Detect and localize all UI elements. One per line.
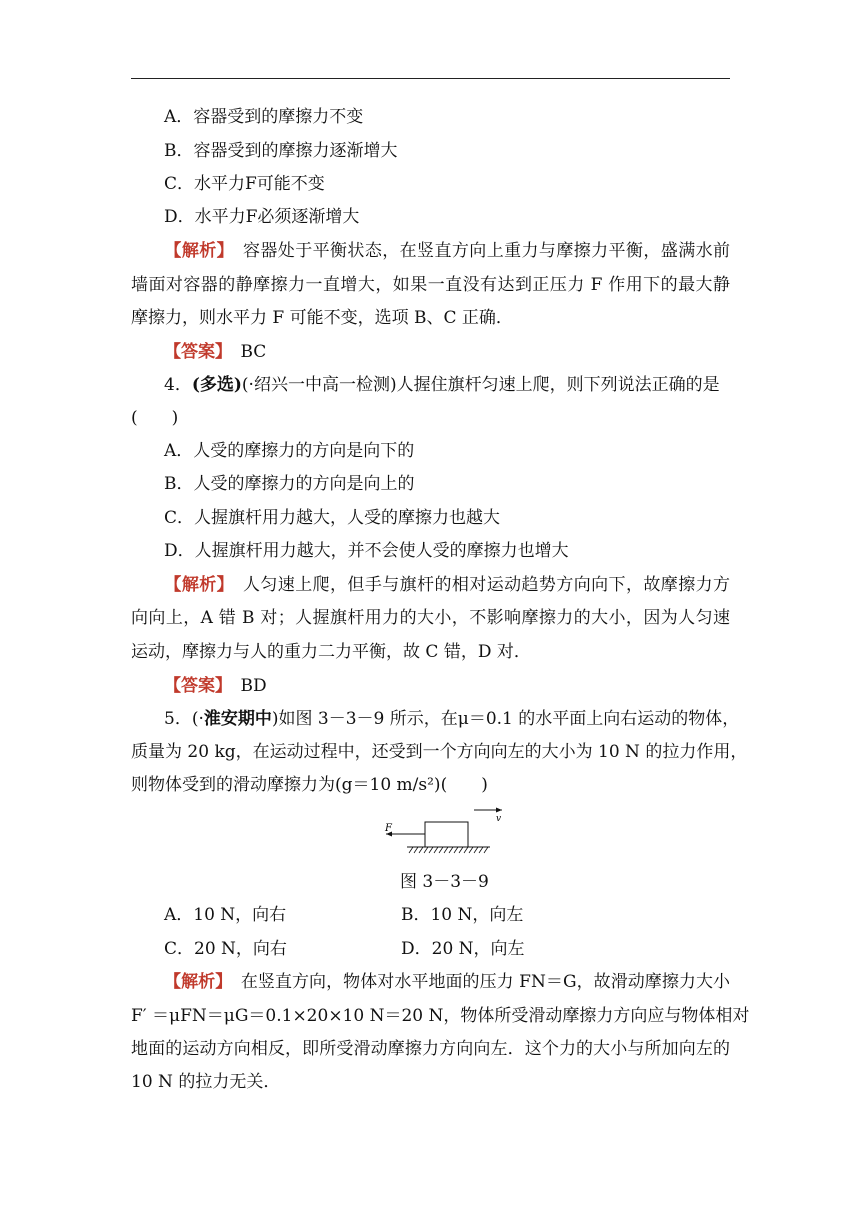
q3-analysis-line-1: 【解析】 容器处于平衡状态，在竖直方向上重力与摩擦力平衡，盛满水前 [164,241,731,261]
q5-option-b: B．10 N，向左 [401,905,524,925]
figure-caption: 图 3－3－9 [400,872,489,892]
q5-analysis-line-2: F′ ＝μFN＝μG＝0.1×20×10 N＝20 N，物体所受滑动摩擦力方向应与物体相对 [131,1006,750,1026]
q4-type: (多选) [191,375,242,395]
q4-option-b: B．人受的摩擦力的方向是向上的 [164,474,415,494]
answer-tag: 【答案】 [164,342,224,362]
q5-figure [376,804,502,860]
q3-answer [164,341,266,363]
answer-value: BC [240,342,267,362]
q5-option-d: D．20 N，向左 [401,939,525,959]
q3-option-c: C．水平力F可能不变 [164,174,325,194]
q4-source: (·绍兴一中高一检测) [241,375,397,395]
analysis-tag: 【解析】 [164,575,226,595]
q5-option-c: C．20 N，向右 [164,939,287,959]
q4-option-a: A．人受的摩擦力的方向是向下的 [164,441,415,461]
analysis-tag: 【解析】 [164,972,224,992]
q3-option-b: B．容器受到的摩擦力逐渐增大 [164,141,398,161]
q4-answer [164,675,267,697]
ground-hatching [409,847,488,853]
q4-stem-text: 人握住旗杆匀速上爬，则下列说法正确的是 [396,375,720,395]
header-rule [131,78,730,79]
q3-analysis-line-3: 摩擦力，则水平力 F 可能不变，选项 B、C 正确． [131,308,513,328]
q5-stem-line-2: 质量为 20 kg，在运动过程中，还受到一个方向向左的大小为 10 N 的拉力作用， [131,742,748,762]
q3-analysis-line-2: 墙面对容器的静摩擦力一直增大，如果一直没有达到正压力 F 作用下的最大静 [131,275,730,295]
answer-tag: 【答案】 [164,676,224,696]
q4-option-d: D．人握旗杆用力越大，并不会使人受的摩擦力也增大 [164,541,569,561]
q4-number: 4． [164,375,192,395]
q3-option-d: D．水平力F必须逐渐增大 [164,207,360,227]
q5-stem-line-1: 5．(·淮安期中)如图 3－3－9 所示，在μ＝0.1 的水平面上向右运动的物体， [164,709,740,729]
analysis-tag: 【解析】 [164,241,226,261]
velocity-label: v [496,814,502,824]
q5-analysis-line-1: 【解析】 在竖直方向，物体对水平地面的压力 FN＝G，故滑动摩擦力大小 [164,972,731,992]
force-label: F [385,823,392,834]
q4-paren: ( ) [131,408,179,428]
q4-analysis-line-2: 向向上，A 错 B 对；人握旗杆用力的大小，不影响摩擦力的大小，因为人匀速 [131,608,730,628]
q4-analysis-line-3: 运动，摩擦力与人的重力二力平衡，故 C 错，D 对． [131,642,531,662]
q5-analysis-line-3: 地面的运动方向相反，即所受滑动摩擦力方向向左．这个力的大小与所加向左的 [131,1039,730,1059]
q4-analysis-line-1: 【解析】 人匀速上爬，但手与旗杆的相对运动趋势方向向下，故摩擦力方 [164,575,731,595]
q4-stem [164,374,730,396]
answer-value: BD [240,676,267,696]
velocity-arrowhead [496,808,502,813]
q4-option-c: C．人握旗杆用力越大，人受的摩擦力也越大 [164,508,501,528]
q5-analysis-line-4: 10 N 的拉力无关． [131,1072,281,1092]
block [425,822,468,847]
q5-number: 5． [164,709,192,729]
q5-option-a: A．10 N，向右 [164,905,287,925]
q5-stem-line-3: 则物体受到的滑动摩擦力为(g＝10 m/s²)( ) [131,775,488,795]
q5-source: 淮安期中 [203,709,272,729]
q3-option-a: A．容器受到的摩擦力不变 [164,107,364,127]
